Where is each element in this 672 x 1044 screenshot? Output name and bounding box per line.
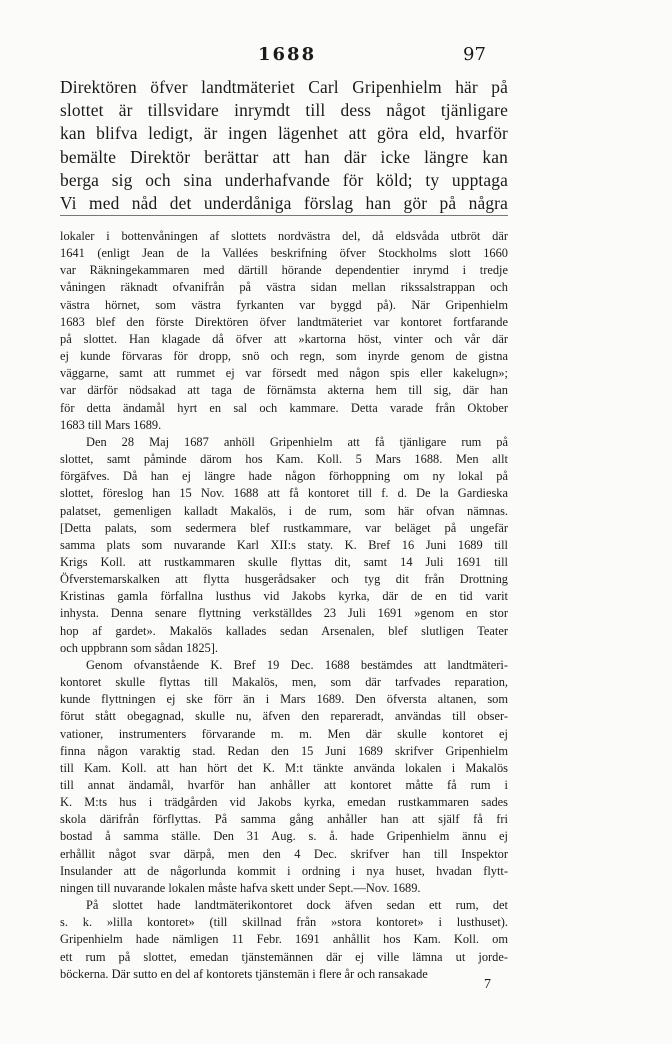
footnote-line: våningen räknadt ofvanifrån på västra sidan mellan rikssalstrappan och [60, 280, 508, 295]
footnote-divider [60, 215, 508, 216]
footnote-line: böckerna. Där sutto en del af kontorets tjänstemän i flere år och ransakade [60, 966, 428, 981]
main-text-line: Direktören öfver landtmäteriet Carl Gripenhielm här på [60, 77, 508, 97]
footnote-line: [Detta palats, som sedermera blef rustkammare, var beläget på ungefär [60, 520, 508, 535]
footnote-line: väggarne, samt att rummet ej var försedt med någon spis eller kakelugn»; [60, 366, 508, 381]
footnote-line: på slottet. Han klagade då öfver att »kartorna höst, vinter och vår där [60, 331, 508, 346]
main-text-line: kan blifva ledigt, är ingen lägenhet att göra eld, hvarför [60, 123, 508, 144]
footnote-line: skola därifrån förflyttas. På samma gång anhåller han att själf få fri [60, 812, 508, 827]
footnote-line: Kristinas gamla förfallna lusthus vid Jakobs kyrka, där de en tid varit [60, 589, 508, 604]
footnote-paragraph [60, 657, 508, 897]
main-text-line: berga sig och sina underhafvande för köld; ty upptaga [60, 169, 508, 190]
footnote-line: samma plats som nuvarande Karl XII:s staty. K. Bref 16 Juni 1689 till [60, 537, 508, 552]
footnote-line: 1641 (enligt Jean de la Vallées beskrifning öfver Stockholms slott 1660 [60, 246, 508, 261]
footnote-line: hop af gardet». Makalös kallades sedan Arsenalen, blef slutligen Teater [60, 623, 508, 638]
footnote-line: Gripenhielm hade nämligen 11 Febr. 1691 anhållit hos Kam. Koll. om [60, 932, 508, 947]
footnote-line: s. k. »lilla kontoret» (till skillnad från »stora kontoret» i lusthuset). [60, 915, 508, 930]
main-text-line: slottet är tillsvidare inrymdt till dess något tjänligare [60, 100, 508, 121]
printer-signature-mark: 7 [484, 977, 491, 992]
footnote-line: kunde flyttningen ej ske förr än i Mars 1689. Den öfversta altanen, som [60, 692, 508, 707]
footnote-paragraph [60, 897, 508, 983]
footnote-line: På slottet hade landtmäterikontoret dock äfven sedan ett rum, det [86, 898, 508, 913]
footnote-line: ningen till nuvarande lokalen måste hafva skett under Sept.—Nov. 1689. [60, 880, 421, 895]
running-header [0, 44, 672, 66]
footnote-line: K. M:ts hus i trädgården vid Jakobs kyrka, emedan rustkammaren sades [60, 795, 508, 810]
footnote-line: vationer, instrumenters förvarande m. m. Men där skulle kontoret ej [60, 726, 508, 741]
footnote-line: 1683 blef den förste Direktören öfver landtmäteriet var kontoret fortfarande [60, 314, 508, 329]
footnote-line: för detta ändamål hyrt en sal och kammare. Detta varade från Oktober [60, 400, 508, 415]
page-number: 97 [463, 44, 486, 65]
footnotes-block [60, 228, 508, 983]
footnote-line: och uppbrann som sådan 1825]. [60, 640, 218, 655]
footnote-line: till annat ändamål, hvarför han anhåller att kontoret måtte få rum i [60, 778, 508, 792]
footnote-line: förgäfves. Då han ej längre hade någon förhoppning om ny lokal på [60, 469, 508, 484]
footnote-line: Den 28 Maj 1687 anhöll Gripenhielm att få tjänligare rum på [86, 434, 508, 449]
header-year: 1688 [258, 44, 317, 65]
footnote-line: inhysta. Denna senare flyttning verkställdes 23 Juli 1691 »genom en stor [60, 606, 508, 621]
footnote-line: slottet, föreslog han 15 Nov. 1688 att få kontoret till f. d. De la Gardieska [60, 486, 508, 501]
footnote-line: förut stått obegagnad, skulle nu, äfven den repareradt, användas till obser- [60, 709, 508, 724]
main-text-line: bemälte Direktör berättar att han där icke längre kan [60, 146, 508, 167]
footnote-line: var Räkningekammaren med därtill hörande dependentier inrymd i tredje [60, 263, 508, 278]
footnote-line: västra hörnet, som västra fyrkanten var byggd på). När Gripenhielm [60, 297, 508, 312]
footnote-line: palatset, gemenligen kalladt Makalös, i de rum, som här ofvan nämnas. [60, 503, 508, 518]
footnote-line: lokaler i bottenvåningen af slottets nordvästra del, då eldsvåda utbröt där [60, 229, 508, 243]
footnote-line: Genom ofvanstående K. Bref 19 Dec. 1688 bestämdes att landtmäteri- [86, 657, 508, 672]
footnote-line: slottet, samt påminde därom hos Kam. Koll. 5 Mars 1688. Men allt [60, 452, 508, 467]
footnote-line: var därför nödsakad att taga de förnämsta akterna hem till sig, där han [60, 383, 508, 398]
footnote-line: ett rum på slottet, emedan tjänstemännen där ej ville lämna ut jorde- [60, 949, 508, 964]
footnote-line: bostad å samma ställe. Den 31 Aug. s. å. hade Gripenhielm ännu ej [60, 829, 508, 844]
footnote-line: Insulander att de någorlunda kommit i ordning i nya huset, hvadan flytt- [60, 863, 508, 878]
footnote-line: Krigs Koll. att rustkammaren skulle flyttas dit, samt 14 Juli 1691 till [60, 554, 508, 569]
footnote-paragraph [60, 434, 508, 657]
footnote-line: till Kam. Koll. att han hört det K. M:t tänkte använda lokalen i Makalös [60, 760, 508, 775]
footnote-line: Öfverstemarskalken att flytta husgerådsaker och tyg dit från Drottning [60, 572, 508, 587]
footnote-line: kontoret skulle flyttas till Makalös, men, som där tarfvades reparation, [60, 675, 508, 690]
footnote-line: 1683 till Mars 1689. [60, 417, 162, 432]
footnote-line: erhållit något svar därpå, men den 4 Dec. skrifver han till Inspektor [60, 846, 508, 861]
footnote-line: ej kunde förvaras för dropp, snö och regn, som inyrde genom de gistna [60, 349, 508, 364]
footnote-paragraph [60, 228, 508, 434]
footnote-line: finna någon varaktig stad. Redan den 15 Juni 1689 skrifver Gripenhielm [60, 743, 508, 758]
main-text-line: Vi med nåd det underdåniga förslag han gör på några [60, 193, 508, 214]
main-body-text [60, 76, 508, 215]
